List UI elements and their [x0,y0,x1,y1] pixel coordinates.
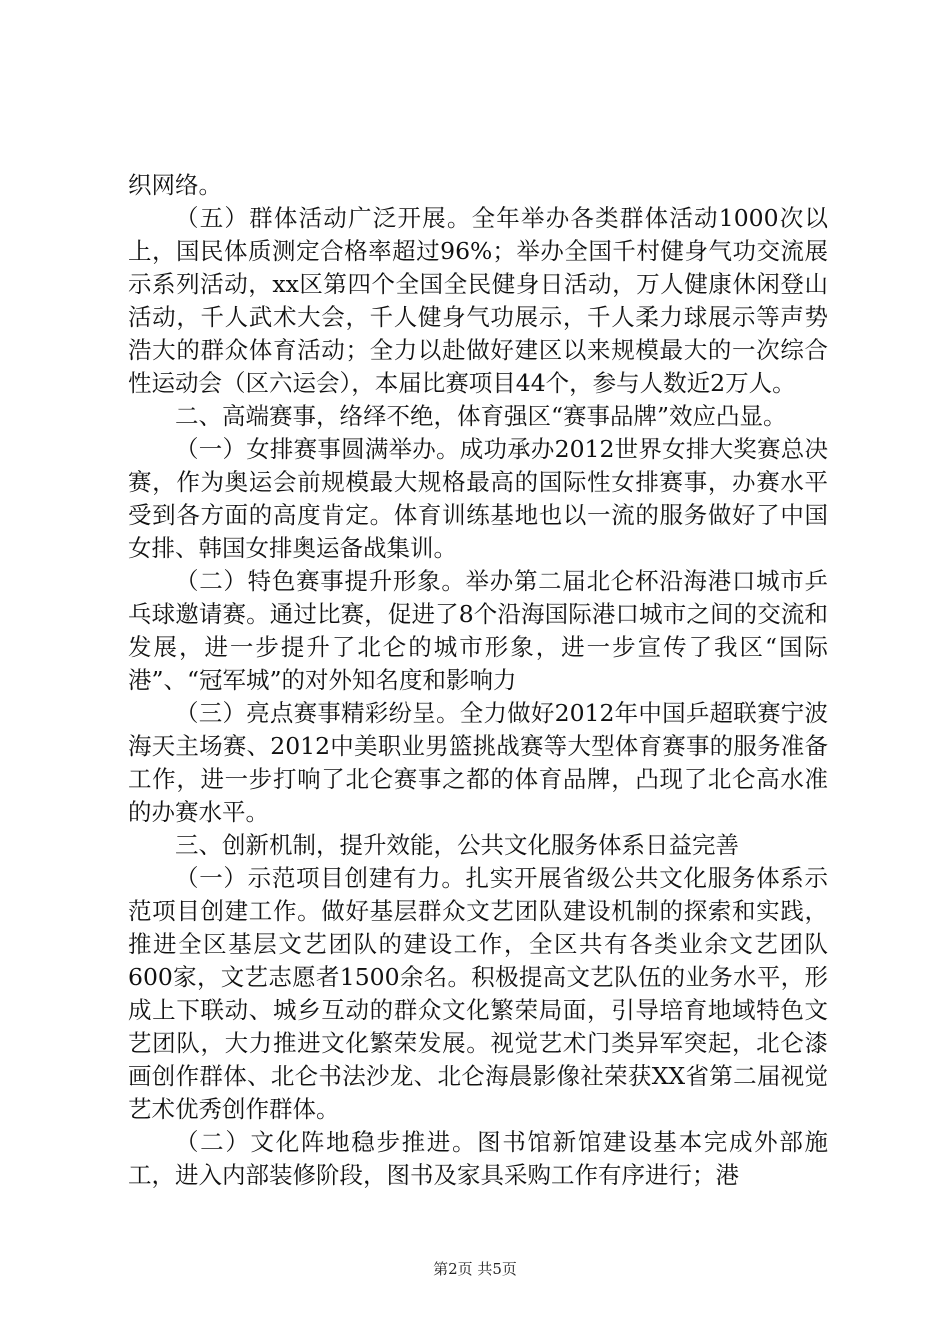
section-heading-public-culture: 三、创新机制，提升效能，公共文化服务体系日益完善 [175,831,739,859]
section-heading-high-end-events: 二、高端赛事，络绎不绝，体育强区“赛事品牌”效应凸显。 [175,402,787,430]
paragraph-mass-activities: （五）群体活动广泛开展。全年举办各类群体活动1000次以上，国民体质测定合格率超过96%；举办全国千村健身气功交流展示系列活动，xx区第四个全国全民健身日活动，万人健康休闲登山活动，千人武术大会，千人健身气功展示，千人柔力球展示等声势浩大的群众体育活动；全力以赴做好建区以来规模最大的一次综合性运动会（区六运会），本届比赛项目44个，参与人数近2万人。 [128,204,828,397]
document-body [128,169,828,1192]
paragraph-featured-events: （二）特色赛事提升形象。举办第二届北仑杯沿海港口城市乒乓球邀请赛。通过比赛，促进了8个沿海国际港口城市之间的交流和发展，进一步提升了北仑的城市形象，进一步宣传了我区“国际港”、“冠军城”的对外知名度和影响力 [128,567,828,694]
paragraph-demonstration-project: （一）示范项目创建有力。扎实开展省级公共文化服务体系示范项目创建工作。做好基层群众文艺团队建设机制的探索和实践，推进全区基层文艺团队的建设工作，全区共有各类业余文艺团队600家，文艺志愿者1500余名。积极提高文艺队伍的业务水平，形成上下联动、城乡互动的群众文化繁荣局面，引导培育地域特色文艺团队，大力推进文化繁荣发展。视觉艺术门类异军突起，北仑漆画创作群体、北仑书法沙龙、北仑海晨影像社荣获XX省第二届视觉艺术优秀创作群体。 [128,864,828,1123]
paragraph-womens-volleyball: （一）女排赛事圆满举办。成功承办2012世界女排大奖赛总决赛，作为奥运会前规模最大规格最高的国际性女排赛事，办赛水平受到各方面的高度肯定。体育训练基地也以一流的服务做好了中国女排、韩国女排奥运备战集训。 [128,435,828,562]
page-number-footer: 第2页 共5页 [433,1260,517,1278]
paragraph-cultural-venues: （二）文化阵地稳步推进。图书馆新馆建设基本完成外部施工，进入内部装修阶段，图书及家具采购工作有序进行；港 [128,1128,828,1189]
paragraph-continuation: 织网络。 [128,171,222,199]
paragraph-highlight-events: （三）亮点赛事精彩纷呈。全力做好2012年中国乒超联赛宁波海天主场赛、2012中美职业男篮挑战赛等大型体育赛事的服务准备工作，进一步打响了北仑赛事之都的体育品牌，凸现了北仑高水准的办赛水平。 [128,699,828,826]
